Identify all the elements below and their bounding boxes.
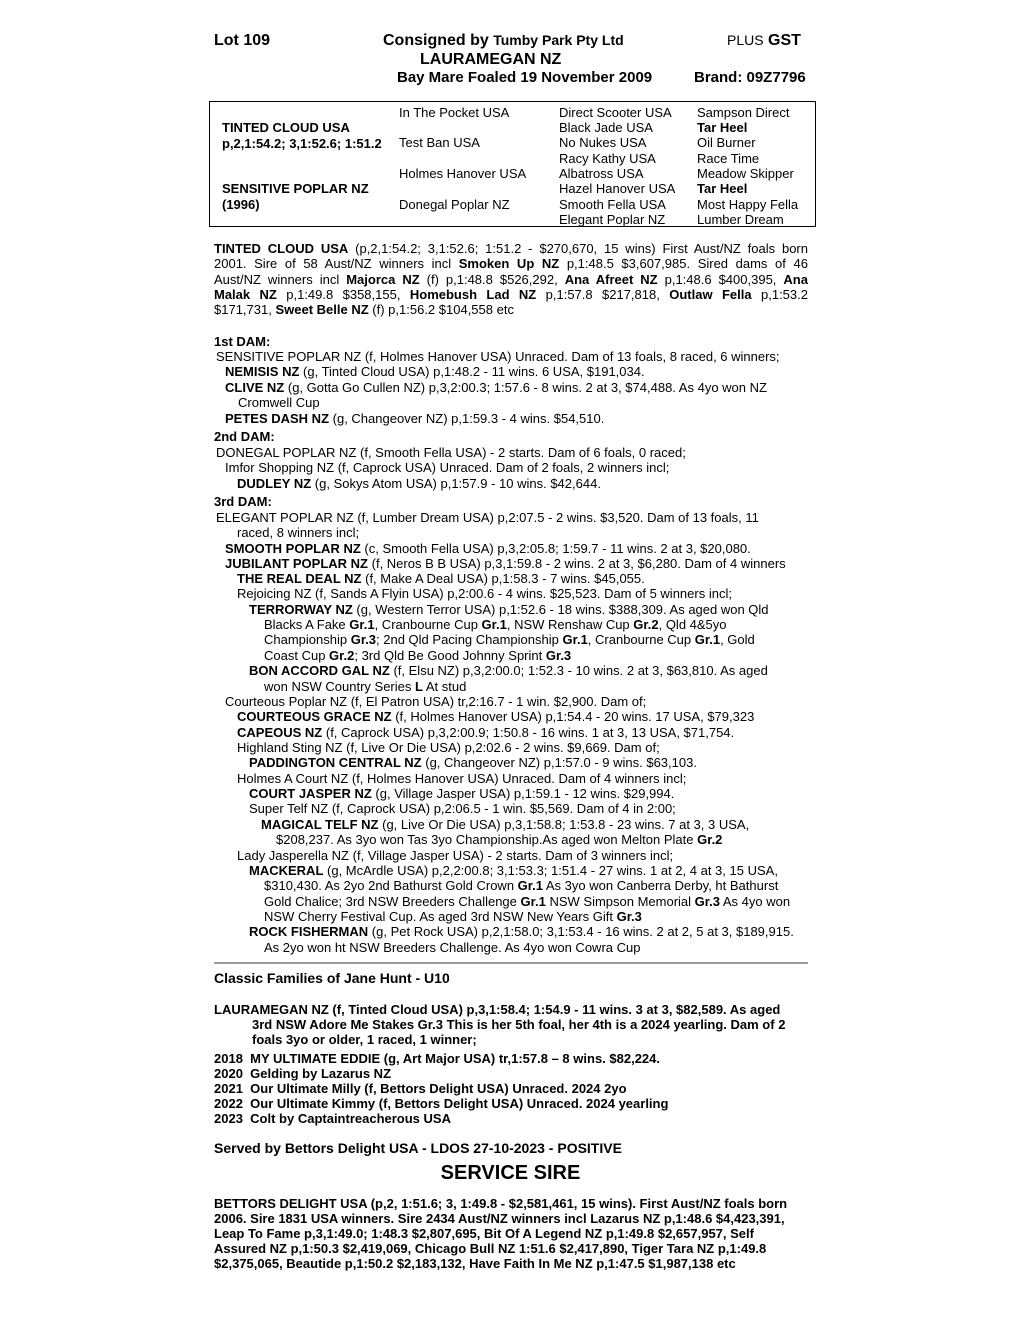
sire-line: p,1:57.8 $217,818, bbox=[545, 286, 660, 302]
pedigree-g3-8: Lumber Dream bbox=[697, 212, 784, 227]
progeny-row: 2018 MY ULTIMATE EDDIE (g, Art Major USA) tr,1:57.8 – 8 wins. $82,224. bbox=[214, 1051, 660, 1066]
pedigree-g2-8: Elegant Poplar NZ bbox=[559, 212, 666, 227]
progeny-row: 2020 Gelding by Lazarus NZ bbox=[214, 1066, 392, 1081]
brand: Brand: 09Z7796 bbox=[694, 69, 806, 86]
service-line: $2,375,065, Beautide p,1:50.2 $2,183,132, Have Faith In Me NZ p,1:47.5 $1,987,138 etc bbox=[214, 1256, 736, 1271]
sire-line: p,1:48.6 $400,395, bbox=[664, 271, 777, 287]
sire-winner: Ana Afreet NZ bbox=[564, 271, 658, 287]
pedigree-g3-6: Tar Heel bbox=[697, 181, 748, 196]
dam2-line: Imfor Shopping NZ (f, Caprock USA) Unraced. Dam of 2 foals, 2 winners incl; bbox=[225, 460, 670, 475]
dam3-offspring-cont: Championship Gr.3; 2nd Qld Pacing Championship Gr.1, Cranbourne Cup Gr.1, Gold bbox=[264, 632, 755, 647]
pedigree-g2-6: Hazel Hanover USA bbox=[559, 181, 676, 196]
pedigree-dam: SENSITIVE POPLAR NZ bbox=[222, 181, 369, 196]
dam3-offspring-cont: Coast Cup Gr.2; 3rd Qld Be Good Johnny Sprint Gr.3 bbox=[264, 648, 572, 663]
plus-gst bbox=[727, 32, 801, 50]
dam3-offspring-cont: Gold Chalice; 3rd NSW Breeders Challenge Gr.1 NSW Simpson Memorial Gr.3 As 4yo won bbox=[264, 894, 791, 909]
consigned-by bbox=[383, 32, 624, 50]
lot-number: Lot 109 bbox=[214, 32, 271, 49]
dam2-title: 2nd DAM: bbox=[214, 429, 275, 444]
sire-line: p,1:48.5 $3,607,985. Sired dams of 46 bbox=[566, 256, 808, 272]
pedigree-g2-1: Direct Scooter USA bbox=[559, 105, 672, 120]
plus-label: PLUS bbox=[727, 32, 764, 48]
dam1-offspring: PETES DASH NZ (g, Changeover NZ) p,1:59.3 - 4 wins. $54,510. bbox=[225, 411, 605, 426]
dam3-offspring: MACKERAL (g, McArdle USA) p,2,2:00.8; 3,1:53.3; 1:51.4 - 27 wins. 1 at 2, 4 at 3, 15 USA, bbox=[249, 863, 778, 878]
pedigree-g1-2: Test Ban USA bbox=[399, 135, 480, 150]
pedigree-sire: TINTED CLOUD USA bbox=[222, 120, 350, 135]
sire-line: 2001. Sire of 58 Aust/NZ winners incl bbox=[214, 256, 452, 272]
pedigree-g3-1: Sampson Direct bbox=[697, 105, 790, 120]
service-sire-title: SERVICE SIRE bbox=[440, 1162, 581, 1184]
sire-winner: Outlaw Fella bbox=[669, 286, 752, 302]
sire-line: p,1:53.2 bbox=[761, 286, 808, 302]
dam3-offspring: THE REAL DEAL NZ (f, Make A Deal USA) p,1:58.3 - 7 wins. $45,055. bbox=[237, 571, 645, 586]
dam2-offspring: DUDLEY NZ (g, Sokys Atom USA) p,1:57.9 - 10 wins. $42,644. bbox=[237, 476, 601, 491]
sire-winner: Homebush Lad NZ bbox=[409, 286, 537, 302]
sire-winner: Ana bbox=[783, 271, 808, 287]
dam3-line: Rejoicing NZ (f, Sands A Flyin USA) p,2:00.6 - 4 wins. $25,523. Dam of 5 winners incl; bbox=[237, 586, 732, 601]
pedigree-g3-5: Meadow Skipper bbox=[697, 166, 794, 181]
served-by: Served by Bettors Delight USA - LDOS 27-10-2023 - POSITIVE bbox=[214, 1140, 622, 1156]
sire-line: $171,731, bbox=[214, 302, 272, 318]
pedigree-g2-5: Albatross USA bbox=[559, 166, 644, 181]
progeny-row: 2021 Our Ultimate Milly (f, Bettors Delight USA) Unraced. 2024 2yo bbox=[214, 1081, 627, 1096]
sire-winner: Smoken Up NZ bbox=[458, 256, 560, 272]
family-line: foals 3yo or older, 1 raced, 1 winner; bbox=[252, 1032, 477, 1047]
dam3-offspring: ROCK FISHERMAN (g, Pet Rock USA) p,2,1:58.0; 3,1:53.4 - 16 wins. 2 at 2, 5 at 3, $189,915. bbox=[249, 924, 794, 939]
gst-label: GST bbox=[768, 32, 801, 49]
service-line: Leap To Fame p,3,1:49.0; 1:48.3 $2,807,695, Bit Of A Legend NZ p,1:49.8 $2,657,957, Self bbox=[214, 1226, 754, 1241]
sire-winner: Sweet Belle NZ bbox=[275, 302, 369, 318]
service-line: 2006. Sire 1831 USA winners. Sire 2434 Aust/NZ winners incl Lazarus NZ p,1:48.6 $4,423,391, bbox=[214, 1211, 785, 1226]
pedigree-g2-2: Black Jade USA bbox=[559, 120, 653, 135]
sire-paragraph bbox=[214, 241, 808, 317]
sire-line: (f) p,1:48.8 $526,292, bbox=[426, 271, 558, 287]
pedigree-dam-year: (1996) bbox=[222, 197, 260, 212]
service-line: Assured NZ p,1:50.3 $2,419,069, Chicago Bull NZ 1:51.6 $2,417,890, Tiger Tara NZ p,1:49.8 bbox=[214, 1241, 767, 1256]
dam3-offspring: MAGICAL TELF NZ (g, Live Or Die USA) p,3,1:58.8; 1:53.8 - 23 wins. 7 at 3, 3 USA, bbox=[261, 817, 750, 832]
dam3-offspring: COURTEOUS GRACE NZ (f, Holmes Hanover USA) p,1:54.4 - 20 wins. 17 USA, $79,323 bbox=[237, 709, 755, 724]
pedigree-g3-2: Tar Heel bbox=[697, 120, 748, 135]
dam3-offspring-cont: NSW Cherry Festival Cup. As aged 3rd NSW New Years Gift Gr.3 bbox=[264, 909, 642, 924]
sire-name: TINTED CLOUD USA bbox=[214, 241, 349, 256]
pedigree-g2-4: Racy Kathy USA bbox=[559, 151, 656, 166]
dam1-offspring: CLIVE NZ (g, Gotta Go Cullen NZ) p,3,2:00.3; 1:57.6 - 8 wins. 2 at 3, $74,488. As 4yo won NZ bbox=[225, 380, 767, 395]
family-line: LAURAMEGAN NZ (f, Tinted Cloud USA) p,3,1:58.4; 1:54.9 - 11 wins. 3 at 3, $82,589. As aged bbox=[214, 1002, 781, 1017]
dam3-offspring: JUBILANT POPLAR NZ (f, Neros B B USA) p,3,1:59.8 - 2 wins. 2 at 3, $6,280. Dam of 4 winners bbox=[225, 556, 786, 571]
sire-line: (p,2,1:54.2; 3,1:52.6; 1:51.2 - $270,670, 15 wins) First Aust/NZ foals born bbox=[355, 241, 808, 256]
sire-winner: Malak NZ bbox=[214, 286, 277, 302]
pedigree-g2-7: Smooth Fella USA bbox=[559, 197, 666, 212]
family-title: Classic Families of Jane Hunt - U10 bbox=[214, 970, 450, 986]
dam3-offspring: BON ACCORD GAL NZ (f, Elsu NZ) p,3,2:00.0; 1:52.3 - 10 wins. 2 at 3, $63,810. As aged bbox=[249, 663, 768, 678]
progeny-row: 2022 Our Ultimate Kimmy (f, Bettors Delight USA) Unraced. 2024 yearling bbox=[214, 1096, 669, 1111]
dam3-offspring-cont: Blacks A Fake Gr.1, Cranbourne Cup Gr.1, NSW Renshaw Cup Gr.2, Qld 4&5yo bbox=[264, 617, 727, 632]
pedigree-g1-4: Donegal Poplar NZ bbox=[399, 197, 510, 212]
dam2-line: DONEGAL POPLAR NZ (f, Smooth Fella USA) - 2 starts. Dam of 6 foals, 0 raced; bbox=[216, 445, 686, 460]
sire-line: p,1:49.8 $358,155, bbox=[286, 286, 401, 302]
dam3-line: Lady Jasperella NZ (f, Village Jasper USA) - 2 starts. Dam of 3 winners incl; bbox=[237, 848, 674, 863]
pedigree-g2-3: No Nukes USA bbox=[559, 135, 647, 150]
dam1-line: SENSITIVE POPLAR NZ (f, Holmes Hanover USA) Unraced. Dam of 13 foals, 8 raced, 6 winners; bbox=[216, 349, 780, 364]
horse-name: LAURAMEGAN NZ bbox=[420, 51, 562, 68]
dam3-offspring: SMOOTH POPLAR NZ (c, Smooth Fella USA) p,3,2:05.8; 1:59.7 - 11 wins. 2 at 3, $20,080. bbox=[225, 541, 751, 556]
dam3-line: Highland Sting NZ (f, Live Or Die USA) p,2:02.6 - 2 wins. $9,669. Dam of; bbox=[237, 740, 660, 755]
dam3-title: 3rd DAM: bbox=[214, 494, 272, 509]
dam3-offspring: PADDINGTON CENTRAL NZ (g, Changeover NZ) p,1:57.0 - 9 wins. $63,103. bbox=[249, 755, 697, 770]
dam3-offspring-cont: $310,430. As 2yo 2nd Bathurst Gold Crown Gr.1 As 3yo won Canberra Derby, ht Bathurst bbox=[264, 878, 779, 893]
progeny-row: 2023 Colt by Captaintreacherous USA bbox=[214, 1111, 451, 1126]
horse-description: Bay Mare Foaled 19 November 2009 bbox=[397, 69, 653, 86]
pedigree-sire-record: p,2,1:54.2; 3,1:52.6; 1:51.2 bbox=[222, 136, 382, 151]
pedigree-g3-3: Oil Burner bbox=[697, 135, 756, 150]
sire-line: (f) p,1:56.2 $104,558 etc bbox=[372, 302, 514, 318]
dam1-offspring: NEMISIS NZ (g, Tinted Cloud USA) p,1:48.2 - 11 wins. 6 USA, $191,034. bbox=[225, 364, 645, 379]
dam3-offspring: CAPEOUS NZ (f, Caprock USA) p,3,2:00.9; 1:50.8 - 16 wins. 1 at 3, 13 USA, $71,754. bbox=[237, 725, 735, 740]
pedigree-g3-4: Race Time bbox=[697, 151, 760, 166]
service-line: BETTORS DELIGHT USA (p,2, 1:51.6; 3, 1:49.8 - $2,581,461, 15 wins). First Aust/NZ foals born bbox=[214, 1196, 788, 1211]
consigned-prefix: Consigned by bbox=[383, 32, 489, 49]
dam3-line-cont: raced, 8 winners incl; bbox=[237, 525, 360, 540]
consignor-name: Tumby Park Pty Ltd bbox=[493, 32, 624, 48]
dam3-line: Super Telf NZ (f, Caprock USA) p,2:06.5 - 1 win. $5,569. Dam of 4 in 2:00; bbox=[249, 801, 676, 816]
dam3-offspring: TERRORWAY NZ (g, Western Terror USA) p,1:52.6 - 18 wins. $388,309. As aged won Qld bbox=[249, 602, 769, 617]
dam1-title: 1st DAM: bbox=[214, 334, 271, 349]
dam3-line: Courteous Poplar NZ (f, El Patron USA) tr,2:16.7 - 1 win. $2,900. Dam of; bbox=[225, 694, 647, 709]
family-line: 3rd NSW Adore Me Stakes Gr.3 This is her 5th foal, her 4th is a 2024 yearling. Dam of 2 bbox=[252, 1017, 786, 1032]
sire-winner: Majorca NZ bbox=[346, 271, 420, 287]
dam3-offspring-cont: $208,237. As 3yo won Tas 3yo Championship.As aged won Melton Plate Gr.2 bbox=[276, 832, 723, 847]
pedigree-g1-1: In The Pocket USA bbox=[399, 105, 510, 120]
dam3-line: Holmes A Court NZ (f, Holmes Hanover USA) Unraced. Dam of 4 winners incl; bbox=[237, 771, 687, 786]
sire-line: Aust/NZ winners incl bbox=[214, 271, 340, 287]
dam3-line: ELEGANT POPLAR NZ (f, Lumber Dream USA) p,2:07.5 - 2 wins. $3,520. Dam of 13 foals, 11 bbox=[216, 510, 759, 525]
dam1-offspring-cont: Cromwell Cup bbox=[238, 395, 320, 410]
pedigree-g1-3: Holmes Hanover USA bbox=[399, 166, 527, 181]
dam3-offspring-cont: won NSW Country Series L At stud bbox=[264, 679, 467, 694]
dam3-offspring: COURT JASPER NZ (g, Village Jasper USA) p,1:59.1 - 12 wins. $29,994. bbox=[249, 786, 675, 801]
pedigree-g3-7: Most Happy Fella bbox=[697, 197, 799, 212]
dam3-offspring-cont: As 2yo won ht NSW Breeders Challenge. As 4yo won Cowra Cup bbox=[264, 940, 641, 955]
divider bbox=[214, 962, 808, 964]
